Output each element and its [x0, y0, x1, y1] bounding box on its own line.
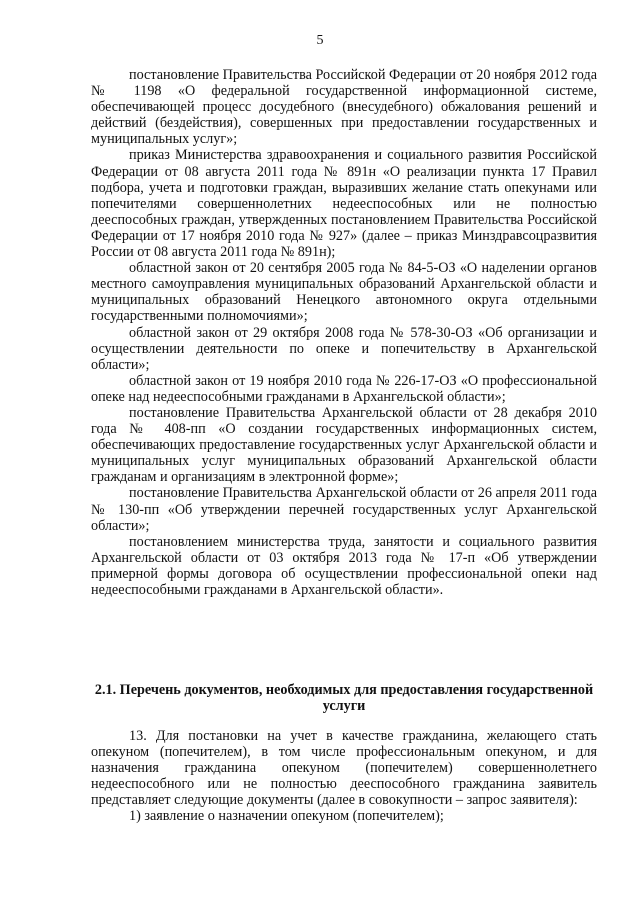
paragraph-decree-1198: постановление Правительства Российской Федерации от 20 ноября 2012 года № 1198 «О федеральной государственной информационной системе, обеспечивающей процесс досудебного (внесудебного) обжалования решений и действий (бездействия), совершенных при предоставлении государственных и муниципальных услуг»;	[91, 67, 597, 148]
paragraph-decree-130-pp: постановление Правительства Архангельской области от 26 апреля 2011 года № 130-пп «Об утверждении перечней государственных услуг Архангельской области»;	[91, 485, 597, 534]
list-item-1: 1) заявление о назначении опекуном (попечителем);	[129, 808, 444, 825]
paragraph-law-578-30-oz: областной закон от 29 октября 2008 года № 578-30-ОЗ «Об организации и осуществлении деятельности по опеке и попечительству в Архангельской области»;	[91, 324, 597, 373]
paragraph-order-891n: приказ Министерства здравоохранения и социального развития Российской Федерации от 08 августа 2011 года № 891н «О реализации пункта 17 Правил подбора, учета и подготовки граждан, выразивших желание стать опекунами или попечителями совершеннолетних недееспособных или не полностью дееспособных граждан, утвержденных постановлением Правительства Российской Федерации от 17 ноября 2010 года № 927» (далее – приказ Минздравсоцразвития России от 08 августа 2011 года № 891н);	[91, 147, 597, 261]
legal-basis-list	[91, 67, 597, 598]
paragraph-item-13: 13. Для постановки на учет в качестве гражданина, желающего стать опекуном (попечителем), в том числе профессиональным опекуном, и для назначения гражданина опекуном (попечителем) совершеннолетнего недееспособного или не полностью дееспособного гражданина заявитель представляет следующие документы (далее в совокупности – запрос заявителя):	[91, 728, 597, 809]
paragraph-law-84-5-oz: областной закон от 20 сентября 2005 года № 84-5-ОЗ «О наделении органов местного самоуправления муниципальных образований Архангельской области и муниципальных образований Ненецкого автономного округа отдельными государственными полномочиями»;	[91, 260, 597, 325]
page-number: 5	[316, 33, 324, 48]
paragraph-decree-17-p: постановлением министерства труда, занятости и социального развития Архангельской области от 03 октября 2013 года № 17-п «Об утверждении примерной формы договора об осуществлении профессиональной опеки над недееспособными гражданами в Архангельской области».	[91, 533, 597, 598]
paragraph-decree-408-pp: постановление Правительства Архангельской области от 28 декабря 2010 года № 408-пп «О создании государственных информационных систем, обеспечивающих предоставление государственных услуг Архангельской области и муниципальных услуг муниципальных образований Архангельской области гражданам и организациям в электронной форме»;	[91, 404, 597, 486]
paragraph-law-226-17-oz: областной закон от 19 ноября 2010 года № 226-17-ОЗ «О профессиональной опеке над недееспособными гражданами в Архангельской области»;	[91, 372, 597, 405]
section-heading: 2.1. Перечень документов, необходимых для предоставления государственной услуги	[94, 682, 594, 715]
section-body	[91, 728, 597, 825]
